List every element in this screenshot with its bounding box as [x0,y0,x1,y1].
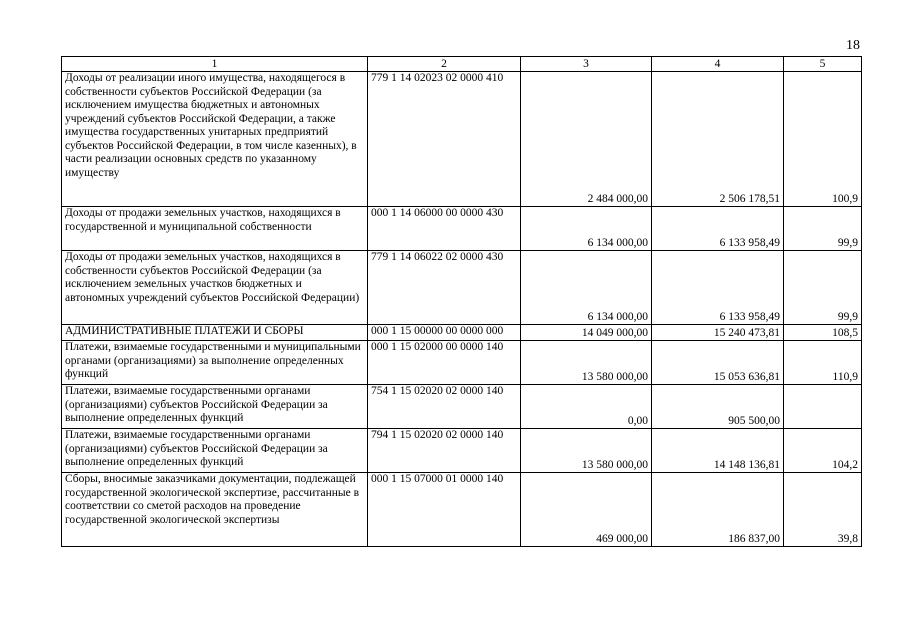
row-code: 000 1 15 02000 00 0000 140 [368,341,521,385]
row-code: 754 1 15 02020 02 0000 140 [368,385,521,429]
col-header-1: 1 [62,57,368,72]
row-name: Доходы от продажи земельных участков, находящихся в собственности субъектов Российской Федерации (за исключением земельных участков бюджетных и автономных учреждений субъектов Российской Федерации) [62,251,368,325]
row-code: 000 1 15 00000 00 0000 000 [368,325,521,341]
table-row [62,473,862,547]
col-header-5: 5 [784,57,862,72]
row-code: 779 1 14 02023 02 0000 410 [368,72,521,207]
table-row [62,207,862,251]
row-name: Сборы, вносимые заказчиками документации, подлежащей государственной экологической экспертизе, рассчитанные в соответствии со сметой расходов на проведение государственной экологической экспертизы [62,473,368,547]
row-percent: 39,8 [784,473,862,547]
revenue-table [61,56,862,547]
row-code: 779 1 14 06022 02 0000 430 [368,251,521,325]
table-row [62,385,862,429]
table-row [62,341,862,385]
row-plan: 2 484 000,00 [521,72,652,207]
table-row [62,72,862,207]
row-actual: 6 133 958,49 [652,251,784,325]
row-name: Платежи, взимаемые государственными органами (организациями) субъектов Российской Федерации за выполнение определенных функций [62,429,368,473]
row-actual: 14 148 136,81 [652,429,784,473]
row-percent: 100,9 [784,72,862,207]
col-header-4: 4 [652,57,784,72]
row-percent: 104,2 [784,429,862,473]
row-name: Платежи, взимаемые государственными и муниципальными органами (организациями) за выполнение определенных функций [62,341,368,385]
row-name: Доходы от продажи земельных участков, находящихся в государственной и муниципальной собственности [62,207,368,251]
row-actual: 905 500,00 [652,385,784,429]
row-code: 000 1 14 06000 00 0000 430 [368,207,521,251]
page-number: 18 [846,38,860,53]
header-row [62,57,862,72]
row-plan: 13 580 000,00 [521,341,652,385]
row-actual: 15 053 636,81 [652,341,784,385]
table-row [62,325,862,341]
table-row [62,251,862,325]
row-code: 000 1 15 07000 01 0000 140 [368,473,521,547]
row-plan: 469 000,00 [521,473,652,547]
col-header-3: 3 [521,57,652,72]
row-plan: 0,00 [521,385,652,429]
row-percent: 108,5 [784,325,862,341]
row-code: 794 1 15 02020 02 0000 140 [368,429,521,473]
row-name: Платежи, взимаемые государственными органами (организациями) субъектов Российской Федерации за выполнение определенных функций [62,385,368,429]
row-plan: 13 580 000,00 [521,429,652,473]
row-plan: 6 134 000,00 [521,251,652,325]
row-percent: 110,9 [784,341,862,385]
table-row [62,429,862,473]
col-header-2: 2 [368,57,521,72]
row-percent: 99,9 [784,251,862,325]
row-plan: 6 134 000,00 [521,207,652,251]
row-actual: 186 837,00 [652,473,784,547]
row-name: Доходы от реализации иного имущества, находящегося в собственности субъектов Российской Федерации (за исключением имущества бюджетных и автономных учреждений субъектов Российской Федерации, а также имущества государственных унитарных предприятий субъектов Российской Федерации, в том числе казенных), в части реализации основных средств по указанному имуществу [62,72,368,207]
row-actual: 6 133 958,49 [652,207,784,251]
row-actual: 2 506 178,51 [652,72,784,207]
row-percent [784,385,862,429]
row-actual: 15 240 473,81 [652,325,784,341]
row-name: АДМИНИСТРАТИВНЫЕ ПЛАТЕЖИ И СБОРЫ [62,325,368,341]
row-percent: 99,9 [784,207,862,251]
row-plan: 14 049 000,00 [521,325,652,341]
